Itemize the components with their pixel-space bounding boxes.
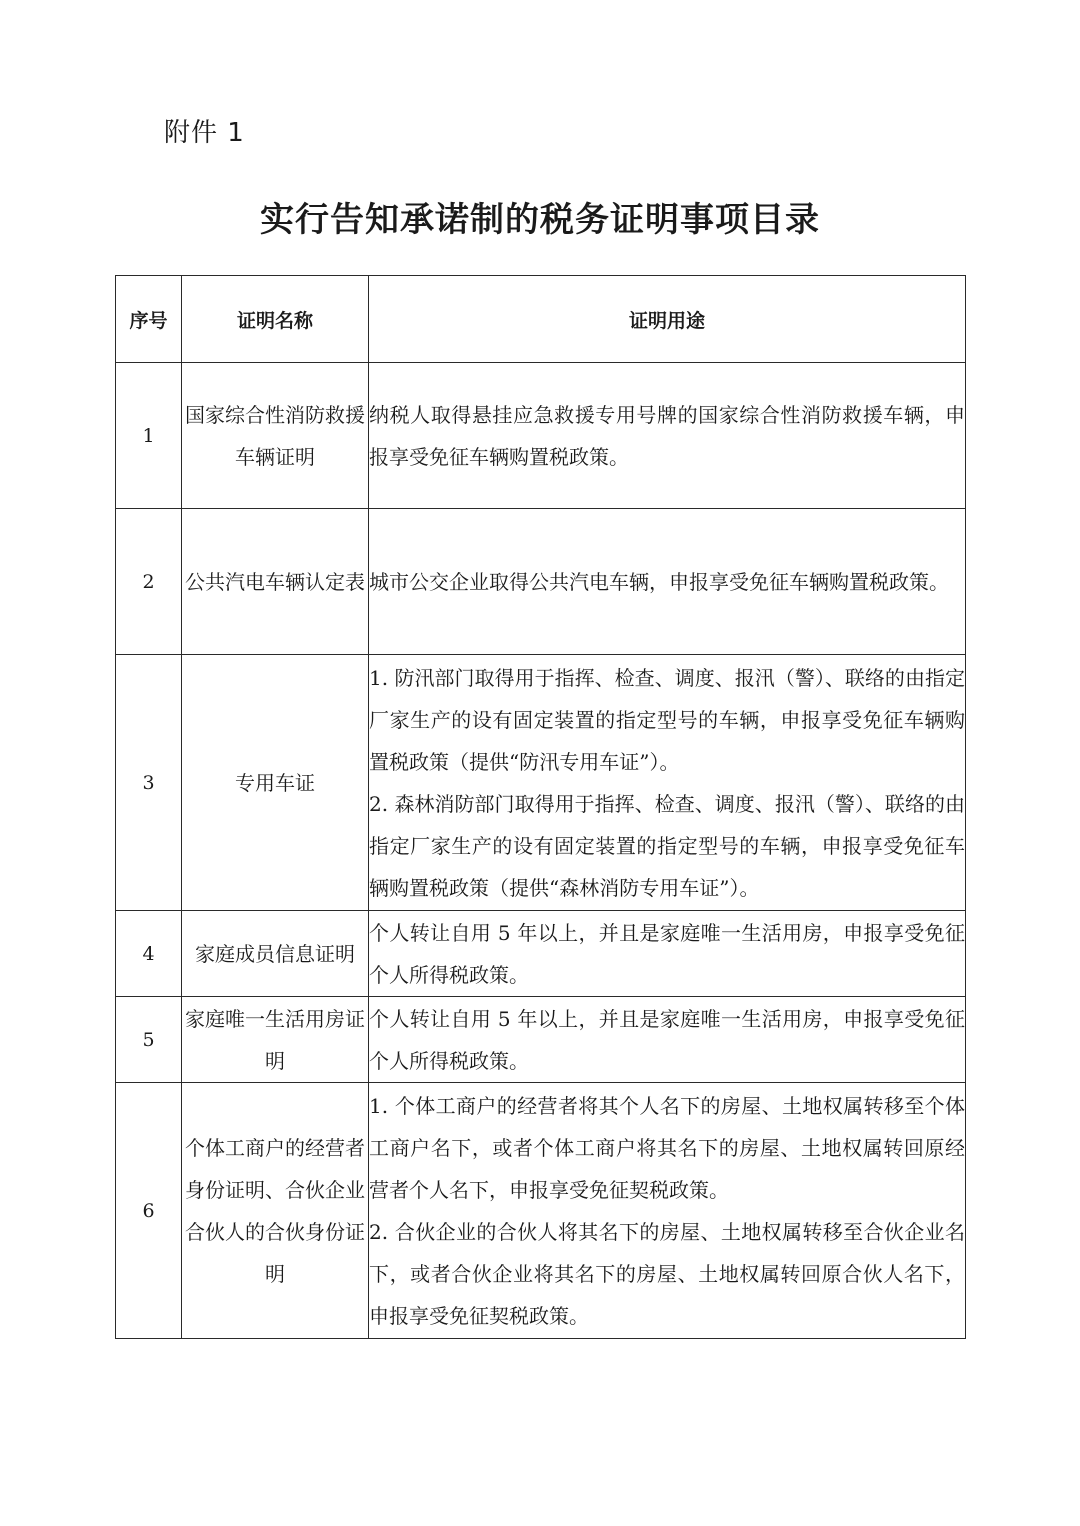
purpose-paragraph: 个人转让自用 5 年以上，并且是家庭唯一生活用房，申报享受免征个人所得税政策。: [369, 1006, 965, 1073]
row-purpose: [369, 655, 966, 911]
table-row: [116, 911, 966, 997]
purpose-paragraph: 1. 防汛部门取得用于指挥、检查、调度、报汛（警）、联络的由指定厂家生产的设有固定装置的指定型号的车辆，申报享受免征车辆购置税政策（提供“防汛专用车证”）。: [369, 665, 965, 774]
row-purpose: [369, 997, 966, 1083]
row-seq: 5: [116, 997, 182, 1083]
row-seq: 6: [116, 1083, 182, 1339]
attachment-label: 附件 1: [164, 118, 245, 148]
table-row: [116, 363, 966, 509]
purpose-paragraph: 个人转让自用 5 年以上，并且是家庭唯一生活用房，申报享受免征个人所得税政策。: [369, 920, 965, 987]
row-seq: 2: [116, 509, 182, 655]
row-name: 家庭唯一生活用房证明: [182, 997, 369, 1083]
table-row: [116, 1083, 966, 1339]
header-seq: 序号: [116, 276, 182, 363]
table-header-row: [116, 276, 966, 363]
row-purpose: [369, 363, 966, 509]
header-name: 证明名称: [182, 276, 369, 363]
row-name: 家庭成员信息证明: [182, 911, 369, 997]
header-purpose: 证明用途: [369, 276, 966, 363]
row-purpose: [369, 1083, 966, 1339]
row-seq: 1: [116, 363, 182, 509]
page-title: 实行告知承诺制的税务证明事项目录: [260, 200, 820, 240]
purpose-paragraph: 纳税人取得悬挂应急救援专用号牌的国家综合性消防救援车辆，申报享受免征车辆购置税政策。: [369, 402, 965, 469]
table-row: [116, 997, 966, 1083]
row-seq: 4: [116, 911, 182, 997]
row-name: 国家综合性消防救援车辆证明: [182, 363, 369, 509]
purpose-paragraph: 2. 森林消防部门取得用于指挥、检查、调度、报汛（警）、联络的由指定厂家生产的设有固定装置的指定型号的车辆，申报享受免征车辆购置税政策（提供“森林消防专用车证”）。: [369, 791, 965, 900]
certificate-catalog-table: [115, 275, 966, 1339]
purpose-paragraph: 1. 个体工商户的经营者将其个人名下的房屋、土地权属转移至个体工商户名下，或者个体工商户将其名下的房屋、土地权属转回原经营者个人名下，申报享受免征契税政策。: [369, 1093, 965, 1202]
purpose-paragraph: 2. 合伙企业的合伙人将其名下的房屋、土地权属转移至合伙企业名下，或者合伙企业将其名下的房屋、土地权属转回原合伙人名下，申报享受免征契税政策。: [369, 1219, 965, 1328]
row-purpose: [369, 509, 966, 655]
table-row: [116, 655, 966, 911]
row-seq: 3: [116, 655, 182, 911]
row-name: 专用车证: [182, 655, 369, 911]
row-name: 公共汽电车辆认定表: [182, 509, 369, 655]
row-name: 个体工商户的经营者身份证明、合伙企业合伙人的合伙身份证明: [182, 1083, 369, 1339]
table-row: [116, 509, 966, 655]
purpose-paragraph: 城市公交企业取得公共汽电车辆，申报享受免征车辆购置税政策。: [369, 569, 949, 594]
row-purpose: [369, 911, 966, 997]
